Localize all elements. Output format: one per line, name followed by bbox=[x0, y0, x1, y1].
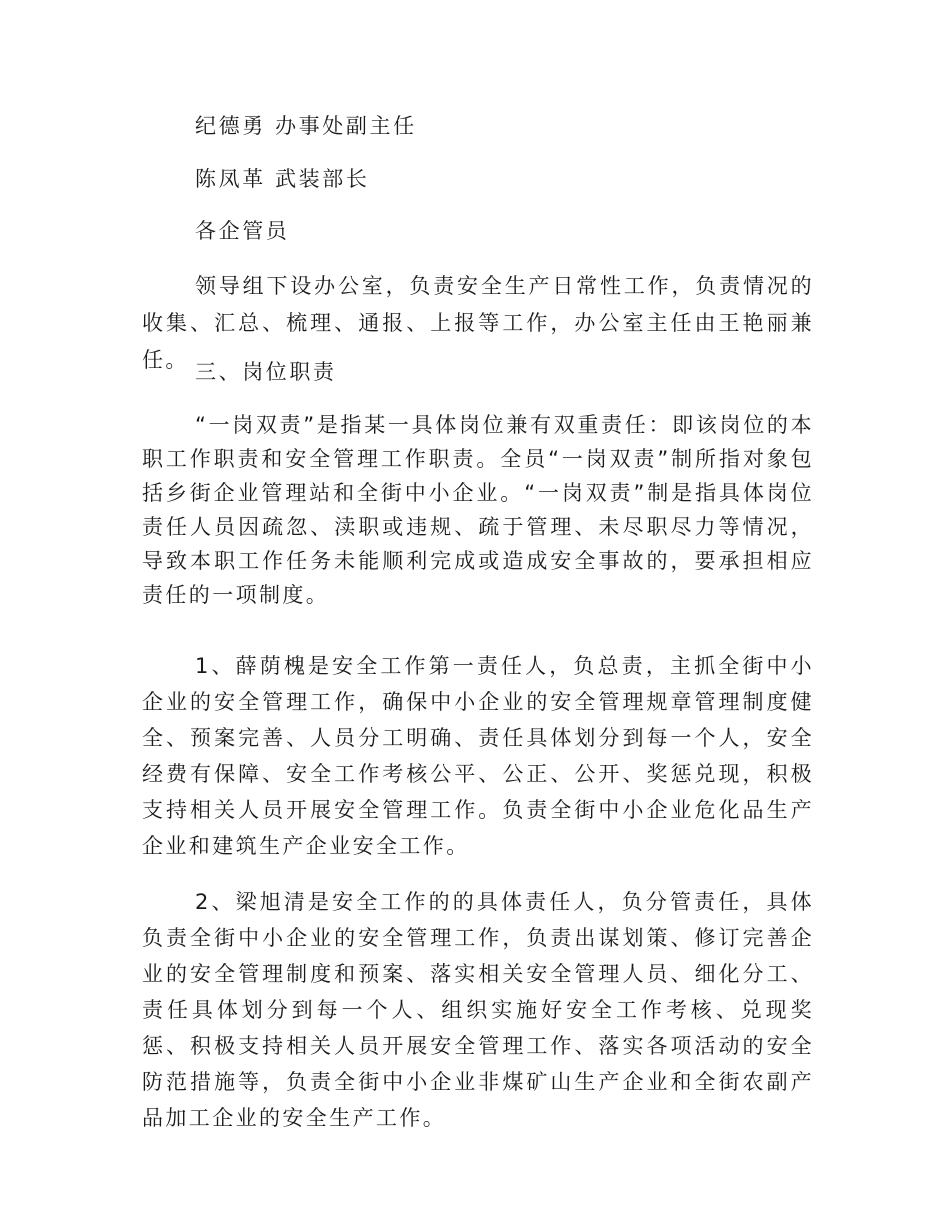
member-line-ji-deyong: 纪德勇 办事处副主任 bbox=[195, 114, 417, 138]
office-paragraph: 领导组下设办公室，负责安全生产日常性工作，负责情况的收集、汇总、梳理、通报、上报等工作，办公室主任由王艳丽兼任。 bbox=[142, 274, 814, 372]
duty-item-2: 2、梁旭清是安全工作的的具体责任人，负分管责任，具体负责全街中小企业的安全管理工作，负责出谋划策、修订完善企业的安全管理制度和预案、落实相关安全管理人员、细化分工、责任具体划分到每一个人、组织实施好安全工作考核、兑现奖惩、积极支持相关人员开展安全管理工作、落实各项活动的安全防范措施等，负责全街中小企业非煤矿山生产企业和全街农副产品加工企业的安全生产工作。 bbox=[142, 890, 814, 1130]
one-post-two-duties-definition: “一岗双责”是指某一具体岗位兼有双重责任：即该岗位的本职工作职责和安全管理工作职责。全员“一岗双责”制所指对象包括乡街企业管理站和全街中小企业。“一岗双责”制是指具体岗位责任人员因疏忽、渎职或违规、疏于管理、未尽职尽力等情况，导致本职工作任务未能顺利完成或造成安全事故的，要承担相应责任的一项制度。 bbox=[142, 413, 814, 607]
member-line-chen-fengge: 陈凤革 武装部长 bbox=[195, 167, 370, 191]
duty-item-1: 1、薛荫槐是安全工作第一责任人，负总责，主抓全街中小企业的安全管理工作，确保中小企业的安全管理规章管理制度健全、预案完善、人员分工明确、责任具体划分到每一个人，安全经费有保障、安全工作考核公平、公正、公开、奖惩兑现，积极支持相关人员开展安全管理工作。负责全街中小企业危化品生产企业和建筑生产企业安全工作。 bbox=[142, 654, 814, 858]
section-heading-job-duties: 三、岗位职责 bbox=[195, 360, 337, 384]
member-line-enterprise-managers: 各企管员 bbox=[195, 219, 290, 243]
